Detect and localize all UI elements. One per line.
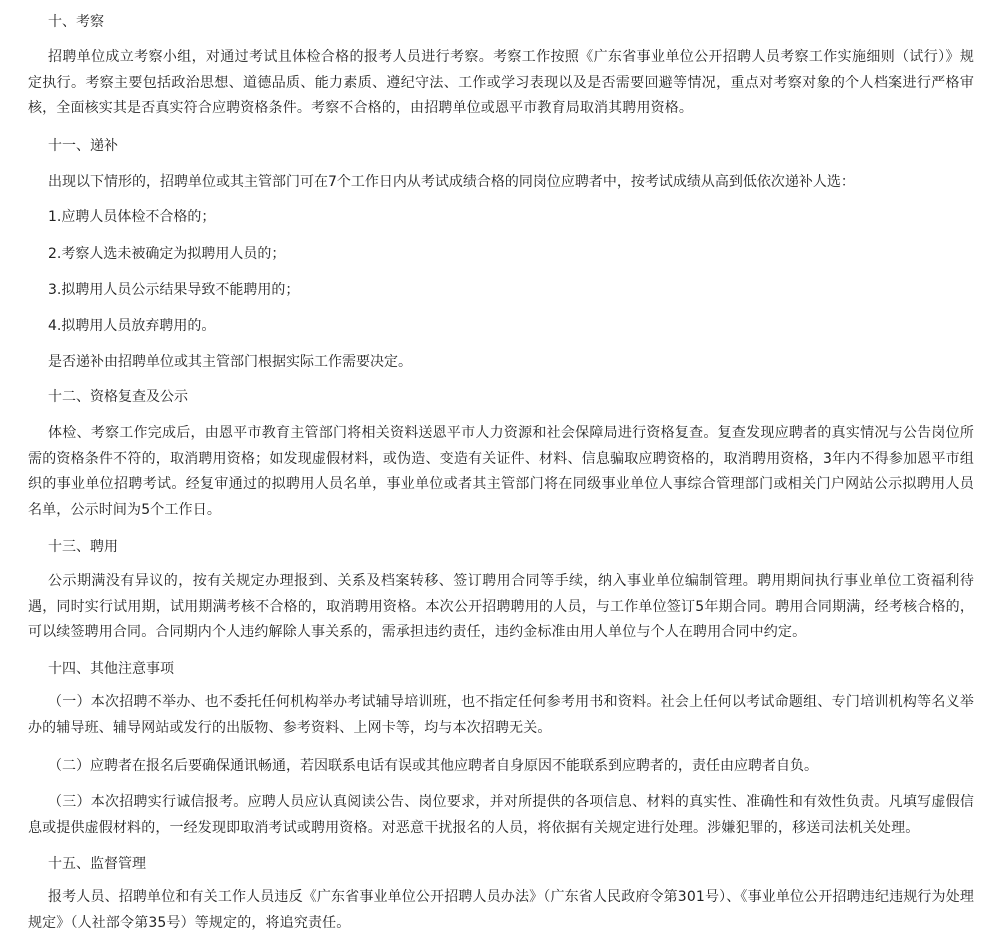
section-14-notice-2: （二）应聘者在报名后要确保通讯畅通，若因联系电话有误或其他应聘者自身原因不能联系到应聘者的，责任由应聘者自负。: [48, 758, 818, 774]
section-14-title: 十四、其他注意事项: [48, 661, 174, 677]
section-11-closing: 是否递补由招聘单位或其主管部门根据实际工作需要决定。: [48, 354, 412, 370]
section-10-title: 十、考察: [48, 14, 104, 30]
section-11-title: 十一、递补: [48, 138, 118, 154]
section-15-title: 十五、监督管理: [48, 856, 146, 872]
section-14-notice-3: （三）本次招聘实行诚信报考。应聘人员应认真阅读公告、岗位要求，并对所提供的各项信息、材料的真实性、准确性和有效性负责。凡填写虚假信息或提供虚假材料的，一经发现即取消考试或聘用资格。对恶意干扰报名的人员，将依据有关规定进行处理。涉嫌犯罪的，移送司法机关处理。: [28, 794, 974, 836]
section-15-body: 报考人员、招聘单位和有关工作人员违反《广东省事业单位公开招聘人员办法》（广东省人民政府令第301号）、《事业单位公开招聘违纪违规行为处理规定》（人社部令第35号）等规定的，将追究责任。: [28, 889, 974, 931]
section-14-notice-1: （一）本次招聘不举办、也不委托任何机构举办考试辅导培训班，也不指定任何参考用书和资料。社会上任何以考试命题组、专门培训机构等名义举办的辅导班、辅导网站或发行的出版物、参考资料、上网卡等，均与本次招聘无关。: [28, 694, 974, 736]
section-13-body: 公示期满没有异议的，按有关规定办理报到、关系及档案转移、签订聘用合同等手续，纳入事业单位编制管理。聘用期间执行事业单位工资福利待遇，同时实行试用期，试用期满考核不合格的，取消聘用资格。本次公开招聘聘用的人员，与工作单位签订5年期合同。聘用合同期满，经考核合格的，可以续签聘用合同。合同期内个人违约解除人事关系的，需承担违约责任，违约金标准由用人单位与个人在聘用合同中约定。: [28, 573, 974, 640]
section-11-item: 3.拟聘用人员公示结果导致不能聘用的；: [48, 282, 300, 298]
section-12-body: 体检、考察工作完成后，由恩平市教育主管部门将相关资料送恩平市人力资源和社会保障局进行资格复查。复查发现应聘者的真实情况与公告岗位所需的资格条件不符的，取消聘用资格；如发现虚假材料，或伪造、变造有关证件、材料、信息骗取应聘资格的，取消聘用资格，3年内不得参加恩平市组织的事业单位招聘考试。经复审通过的拟聘用人员名单，事业单位或者其主管部门将在同级事业单位人事综合管理部门或相关门户网站公示拟聘用人员名单，公示时间为5个工作日。: [28, 425, 974, 518]
section-12-title: 十二、资格复查及公示: [48, 389, 188, 405]
section-11-intro: 出现以下情形的，招聘单位或其主管部门可在7个工作日内从考试成绩合格的同岗位应聘者中，按考试成绩从高到低依次递补人选：: [48, 174, 855, 190]
section-13-title: 十三、聘用: [48, 539, 118, 555]
section-10-body: 招聘单位成立考察小组，对通过考试且体检合格的报考人员进行考察。考察工作按照《广东省事业单位公开招聘人员考察工作实施细则（试行）》规定执行。考察主要包括政治思想、道德品质、能力素质、遵纪守法、工作或学习表现以及是否需要回避等情况，重点对考察对象的个人档案进行严格审核，全面核实其是否真实符合应聘资格条件。考察不合格的，由招聘单位或恩平市教育局取消其聘用资格。: [28, 49, 974, 116]
section-11-item: 1.应聘人员体检不合格的；: [48, 209, 216, 225]
section-11-item: 4.拟聘用人员放弃聘用的。: [48, 318, 216, 334]
section-11-item: 2.考察人选未被确定为拟聘用人员的；: [48, 246, 286, 262]
